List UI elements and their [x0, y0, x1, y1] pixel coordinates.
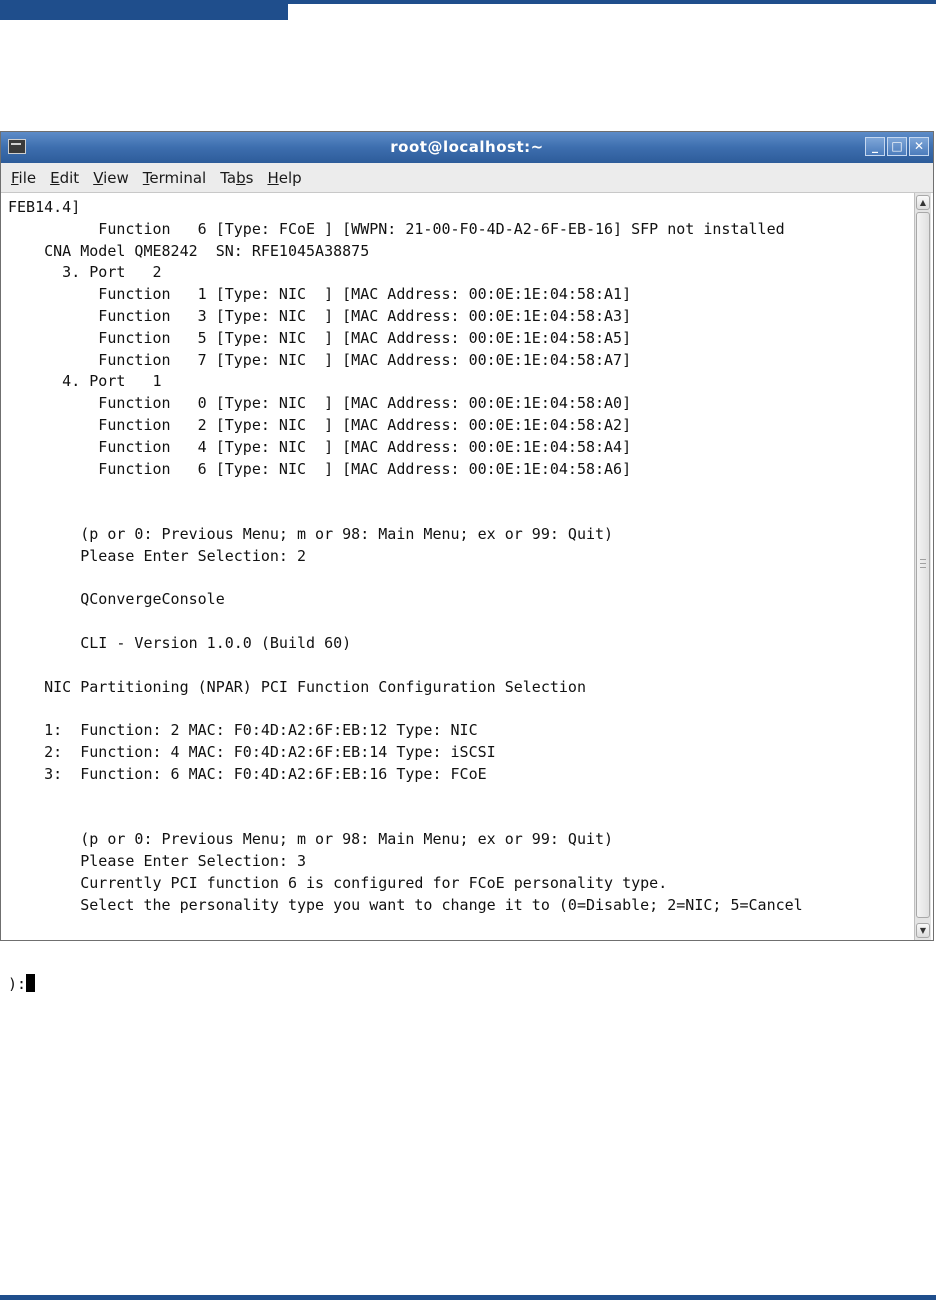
- vertical-scrollbar[interactable]: [914, 193, 931, 940]
- terminal-line: [8, 568, 908, 590]
- scrollbar-grip: [920, 567, 926, 568]
- terminal-line: Function 3 [Type: NIC ] [MAC Address: 00:0E:1E:04:58:A3]: [8, 306, 632, 325]
- terminal-window: [0, 131, 934, 993]
- window-title: root@localhost:~: [390, 138, 544, 156]
- bottom-footer-rule: [0, 1295, 936, 1300]
- scroll-up-arrow-icon[interactable]: ▲: [916, 195, 930, 210]
- terminal-line: Function 5 [Type: NIC ] [MAC Address: 00:0E:1E:04:58:A5]: [8, 328, 632, 347]
- menu-file[interactable]: File: [11, 168, 37, 187]
- menu-edit[interactable]: Edit: [50, 168, 80, 187]
- menu-view[interactable]: View: [93, 168, 129, 187]
- terminal-line: [8, 807, 908, 829]
- terminal-line: Please Enter Selection: 2: [8, 546, 307, 565]
- menu-help[interactable]: Help: [267, 168, 302, 187]
- window-titlebar[interactable]: [1, 132, 933, 163]
- terminal-line: 4. Port 1: [8, 372, 162, 391]
- terminal-output-area[interactable]: [1, 193, 933, 993]
- scrollbar-thumb[interactable]: [916, 212, 930, 918]
- window-controls: [865, 137, 929, 156]
- terminal-line: [8, 655, 908, 677]
- terminal-line: Function 1 [Type: NIC ] [MAC Address: 00:0E:1E:04:58:A1]: [8, 285, 632, 304]
- terminal-line: NIC Partitioning (NPAR) PCI Function Configuration Selection: [8, 677, 586, 696]
- minimize-button[interactable]: _: [865, 137, 885, 156]
- maximize-button[interactable]: □: [887, 137, 907, 156]
- terminal-line: Function 6 [Type: NIC ] [MAC Address: 00:0E:1E:04:58:A6]: [8, 459, 632, 478]
- terminal-line: Function 7 [Type: NIC ] [MAC Address: 00:0E:1E:04:58:A7]: [8, 350, 632, 369]
- menu-bar: [1, 163, 933, 193]
- text-cursor: [26, 974, 35, 992]
- terminal-line: Currently PCI function 6 is configured for FCoE personality type.: [8, 873, 668, 892]
- scrollbar-grip: [920, 563, 926, 564]
- menu-tabs[interactable]: Tabs: [220, 168, 254, 187]
- terminal-line: [8, 611, 908, 633]
- menu-terminal[interactable]: Terminal: [142, 168, 207, 187]
- terminal-line: 3. Port 2: [8, 263, 162, 282]
- scroll-down-arrow-icon[interactable]: ▼: [916, 923, 930, 938]
- terminal-prompt-line[interactable]: [8, 974, 35, 993]
- terminal-line: Please Enter Selection: 3: [8, 851, 307, 870]
- terminal-line: 2: Function: 4 MAC: F0:4D:A2:6F:EB:14 Type: iSCSI: [8, 742, 496, 761]
- close-button[interactable]: ✕: [909, 137, 929, 156]
- terminal-line: Select the personality type you want to change it to (0=Disable; 2=NIC; 5=Cancel: [8, 895, 803, 914]
- terminal-line: Function 0 [Type: NIC ] [MAC Address: 00:0E:1E:04:58:A0]: [8, 394, 632, 413]
- terminal-line: [8, 786, 908, 808]
- terminal-line: FEB14.4]: [8, 198, 81, 216]
- terminal-line: (p or 0: Previous Menu; m or 98: Main Menu; ex or 99: Quit): [8, 524, 614, 543]
- terminal-line: [8, 502, 908, 524]
- terminal-line: CNA Model QME8242 SN: RFE1045A38875: [8, 241, 370, 260]
- terminal-line: 3: Function: 6 MAC: F0:4D:A2:6F:EB:16 Type: FCoE: [8, 764, 487, 783]
- terminal-line: Function 2 [Type: NIC ] [MAC Address: 00:0E:1E:04:58:A2]: [8, 415, 632, 434]
- terminal-line: (p or 0: Previous Menu; m or 98: Main Menu; ex or 99: Quit): [8, 830, 614, 849]
- terminal-prompt: ):: [8, 975, 27, 993]
- terminal-line: CLI - Version 1.0.0 (Build 60): [8, 633, 352, 652]
- terminal-output: [8, 197, 908, 937]
- terminal-line: Function 4 [Type: NIC ] [MAC Address: 00:0E:1E:04:58:A4]: [8, 437, 632, 456]
- scrollbar-grip: [920, 559, 926, 560]
- terminal-line: QConvergeConsole: [8, 590, 225, 609]
- top-header-tab: [0, 0, 288, 20]
- terminal-line: [8, 480, 908, 502]
- terminal-line: Function 6 [Type: FCoE ] [WWPN: 21-00-F0-4D-A2-6F-EB-16] SFP not installed: [8, 219, 785, 238]
- terminal-line: 1: Function: 2 MAC: F0:4D:A2:6F:EB:12 Type: NIC: [8, 721, 478, 740]
- terminal-line: [8, 698, 908, 720]
